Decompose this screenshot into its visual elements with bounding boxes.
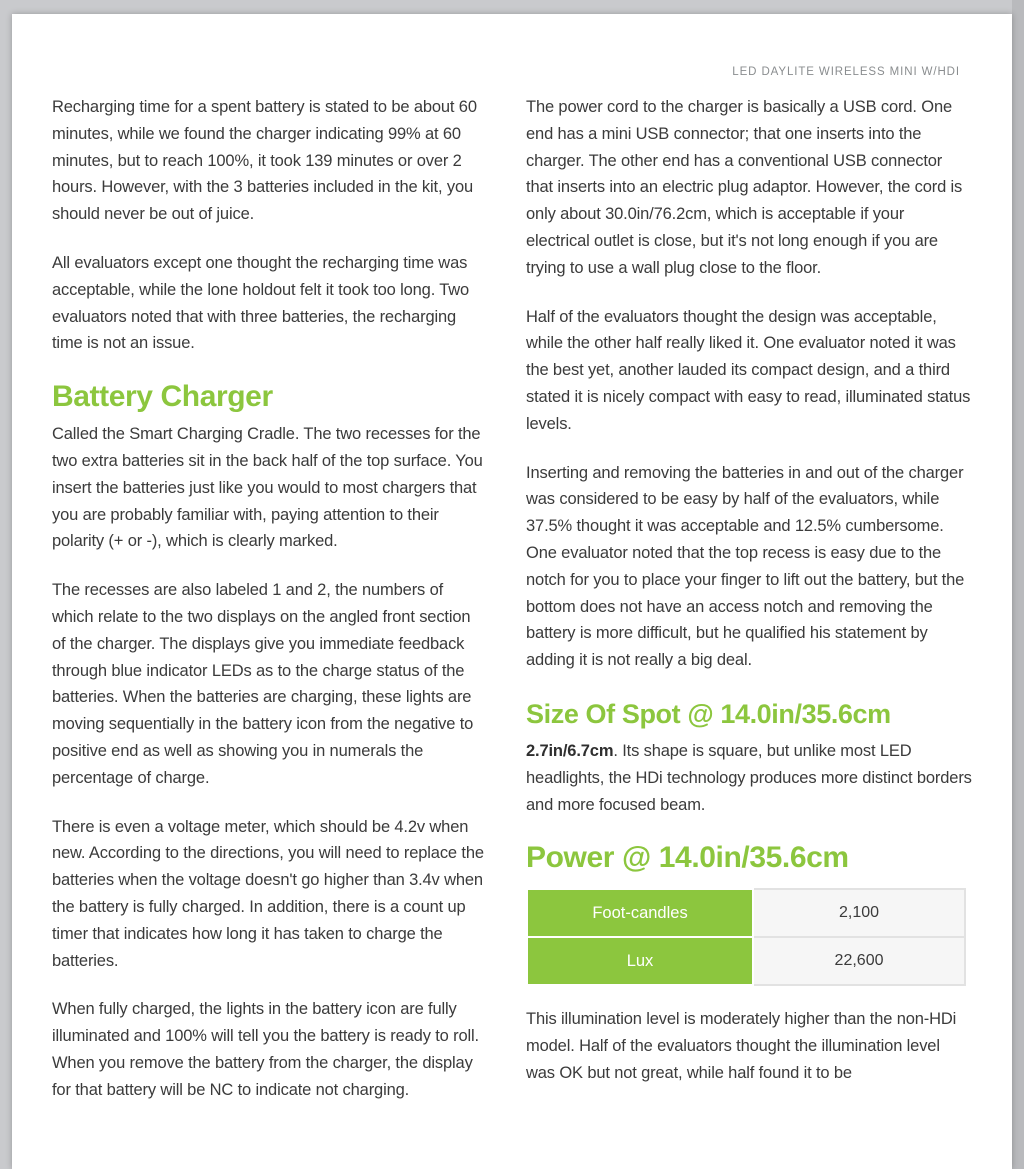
paragraph: Half of the evaluators thought the design was acceptable, while the other half really liked it. One evaluator noted it was the best yet, another lauded its compact design, and a third stated it is nicely compact with easy to read, illuminated status levels. xyxy=(526,307,971,433)
paragraph: The recesses are also labeled 1 and 2, the numbers of which relate to the two displays on the angled front section of the charger. The displays give you immediate feedback through blue indicator LEDs as to the charge status of the batteries. When the batteries are charging, these lights are moving sequentially in the battery icon from the negative to positive end as well as showing you in numerals the percentage of charge. xyxy=(52,581,474,787)
paragraph: Inserting and removing the batteries in and out of the charger was considered to be easy by half of the evaluators, while 37.5% thought it was acceptable and 12.5% cumbersome. One evaluator noted that the top recess is easy due to the notch for you to place your finger to lift out the battery, but the bottom does not have an access notch and removing the battery is more difficult, but he qualified his statement by adding it is not really a big deal. xyxy=(526,463,965,670)
paragraph: All evaluators except one thought the recharging time was acceptable, while the lone holdout felt it took too long. Two evaluators noted that with three batteries, the recharging time is not an issue. xyxy=(52,253,470,353)
spot-text: . Its shape is square, but unlike most LED headlights, the HDi technology produces more distinct borders and more focused beam. xyxy=(526,741,972,814)
power-table xyxy=(526,888,966,986)
spot-measure: 2.7in/6.7cm xyxy=(526,741,614,760)
section-heading-battery-charger: Battery Charger xyxy=(52,380,273,414)
page-margin-left xyxy=(0,0,12,1169)
paragraph: This illumination level is moderately higher than the non-HDi model. Half of the evaluators thought the illumination level was OK but not great, while half found it to be xyxy=(526,1010,957,1082)
table-cell-value: 2,100 xyxy=(753,889,965,937)
table-cell-label: Lux xyxy=(527,937,753,985)
paragraph: The power cord to the charger is basically a USB cord. One end has a mini USB connector; that one inserts into the charger. The other end has a conventional USB connector that inserts into an electric plug adaptor. However, the cord is only about 30.0in/76.2cm, which is acceptable if your electrical outlet is close, but it's not long enough if you are trying to use a wall plug close to the floor. xyxy=(526,98,963,277)
table-row xyxy=(527,937,965,985)
paragraph: Called the Smart Charging Cradle. The two recesses for the two extra batteries sit in the back half of the top surface. You insert the batteries just like you would to most chargers that you are probably familiar with, paying attention to their polarity (+ or -), which is clearly marked. xyxy=(52,425,483,551)
running-head: LED DAYLITE WIRELESS MINI W/HDI xyxy=(732,66,960,78)
table-cell-label: Foot-candles xyxy=(527,889,753,937)
section-heading-power: Power @ 14.0in/35.6cm xyxy=(526,841,849,875)
table-row xyxy=(527,889,965,937)
paragraph: Recharging time for a spent battery is stated to be about 60 minutes, while we found the charger indicating 99% at 60 minutes, but to reach 100%, it took 139 minutes or over 2 hours. However, with the 3 batteries included in the kit, you should never be out of juice. xyxy=(52,98,477,224)
paragraph-spot xyxy=(526,738,972,818)
paragraph: There is even a voltage meter, which should be 4.2v when new. According to the directions, you will need to replace the batteries when the voltage doesn't go higher than 3.4v when the battery is fully charged. In addition, there is a count up timer that indicates how long it has taken to charge the batteries. xyxy=(52,817,484,970)
document-page xyxy=(12,14,1012,1169)
paragraph: When fully charged, the lights in the battery icon are fully illuminated and 100% will tell you the battery is ready to roll. When you remove the battery from the charger, the display for that battery will be NC to indicate not charging. xyxy=(52,1000,479,1099)
table-cell-value: 22,600 xyxy=(753,937,965,985)
two-column-body xyxy=(12,94,1012,1126)
left-column xyxy=(52,94,488,1126)
page-margin-right xyxy=(1012,0,1024,1169)
right-column xyxy=(526,94,972,1126)
section-heading-size-of-spot: Size Of Spot @ 14.0in/35.6cm xyxy=(526,698,891,729)
